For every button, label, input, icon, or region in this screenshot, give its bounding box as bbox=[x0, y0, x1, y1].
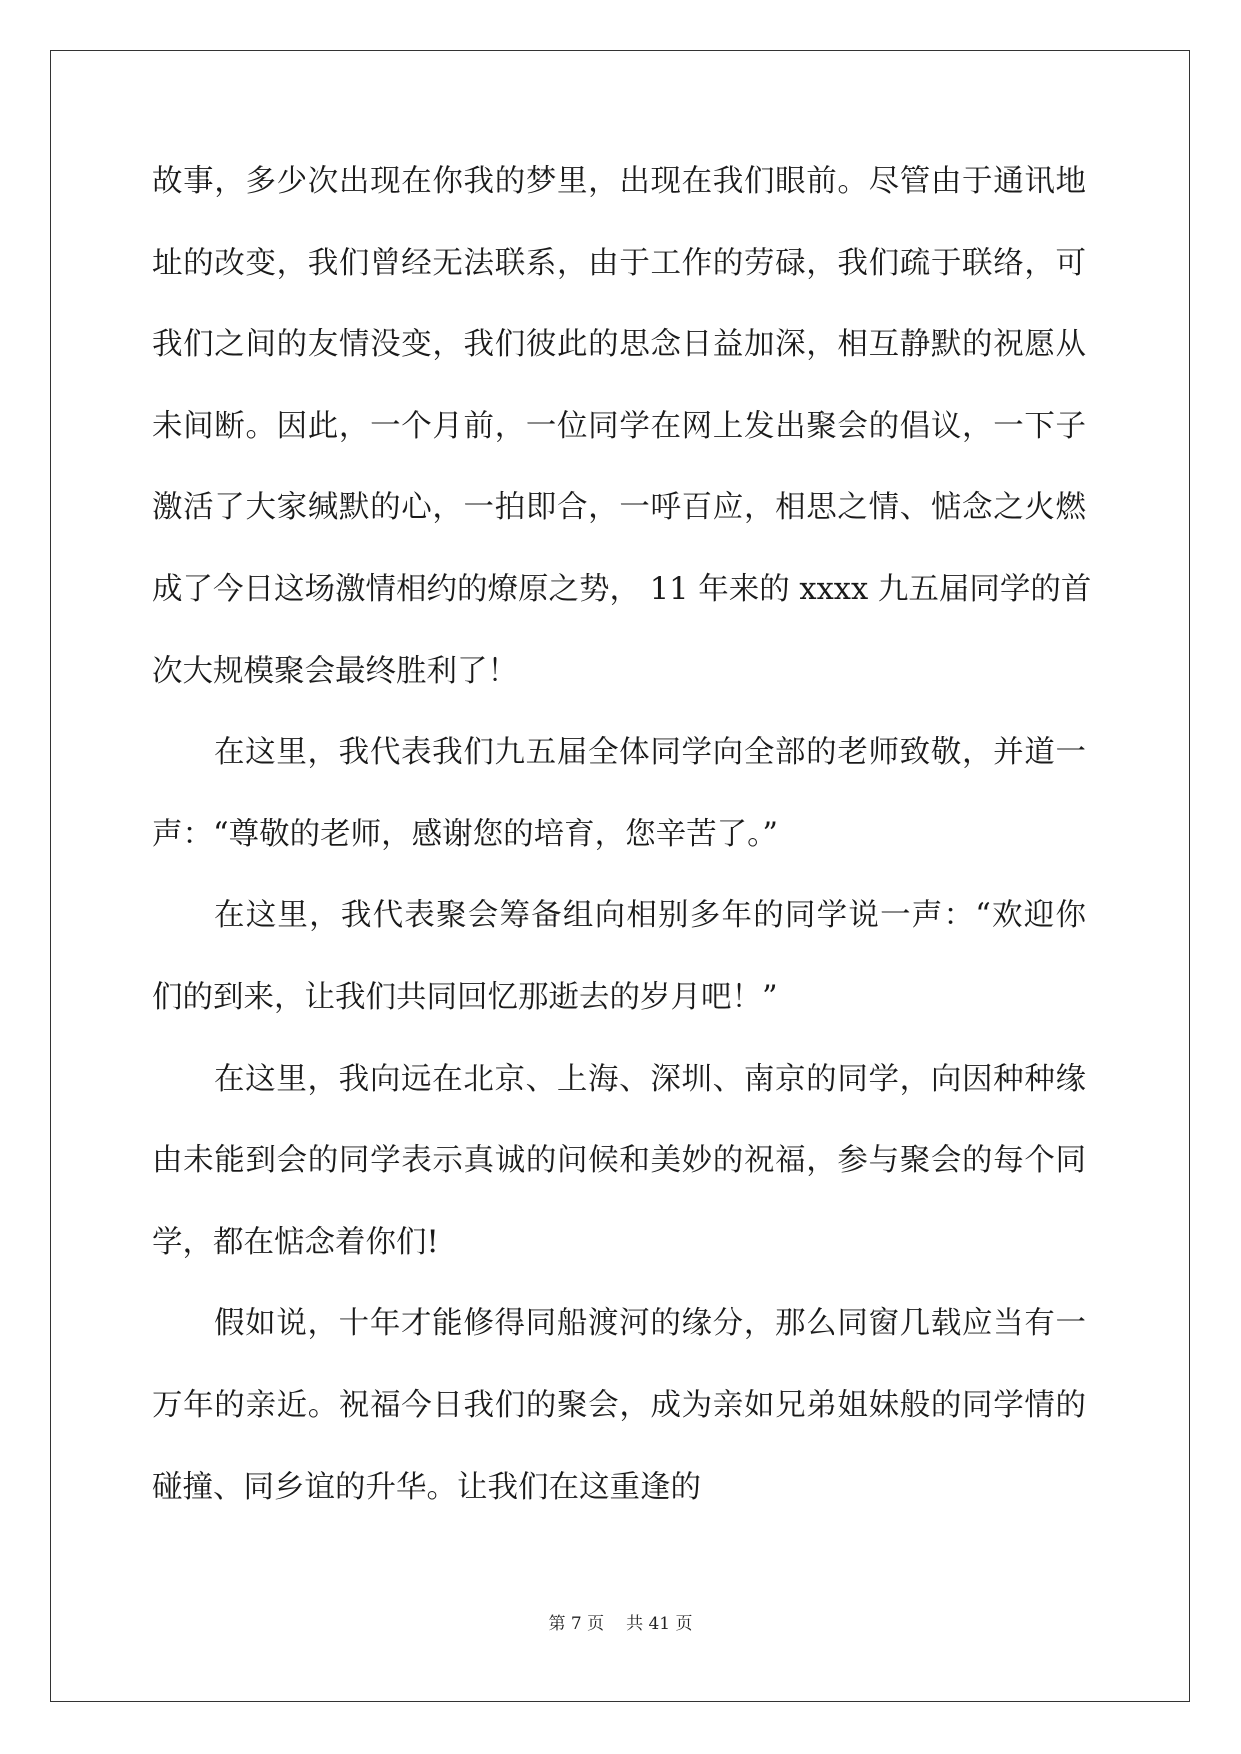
page-number: 第 7 页 bbox=[548, 1614, 605, 1634]
text-line: 们的到来，让我们共同回忆那逝去的岁月吧！” bbox=[152, 979, 778, 1015]
page-total: 共 41 页 bbox=[626, 1614, 693, 1634]
text-line: 由未能到会的同学表示真诚的问候和美妙的祝福，参与聚会的每个同 bbox=[152, 1143, 1086, 1179]
text-line: 学，都在惦念着你们! bbox=[152, 1224, 439, 1260]
text-line: 碰撞、同乡谊的升华。让我们在这重逢的 bbox=[152, 1469, 701, 1505]
text-line: 激活了大家缄默的心，一拍即合，一呼百应，相思之情、惦念之火燃 bbox=[152, 490, 1086, 526]
page-footer bbox=[0, 1612, 1241, 1636]
paragraph-first-line: 在这里，我向远在北京、上海、深圳、南京的同学，向因种种缘 bbox=[214, 1061, 1086, 1097]
text-line: 成了今日这场激情相约的燎原之势， 11 年来的 xxxx 九五届同学的首 bbox=[152, 571, 1092, 607]
text-line: 故事，多少次出现在你我的梦里，出现在我们眼前。尽管由于通讯地 bbox=[152, 164, 1086, 199]
text-line: 址的改变，我们曾经无法联系，由于工作的劳碌，我们疏于联络，可 bbox=[152, 245, 1086, 281]
text-line: 次大规模聚会最终胜利了！ bbox=[152, 653, 518, 689]
text-line: 我们之间的友情没变，我们彼此的思念日益加深，相互静默的祝愿从 bbox=[152, 327, 1086, 363]
text-line: 未间断。因此，一个月前，一位同学在网上发出聚会的倡议，一下子 bbox=[152, 408, 1086, 444]
document-body bbox=[152, 152, 1092, 1539]
text-line: 声：“尊敬的老师，感谢您的培育，您辛苦了。” bbox=[152, 816, 778, 852]
text-line: 万年的亲近。祝福今日我们的聚会，成为亲如兄弟姐妹般的同学情的 bbox=[152, 1387, 1086, 1423]
paragraph-first-line: 在这里，我代表我们九五届全体同学向全部的老师致敬，并道一 bbox=[214, 735, 1086, 771]
paragraph-first-line: 在这里，我代表聚会筹备组向相别多年的同学说一声：“欢迎你 bbox=[214, 898, 1086, 934]
paragraph-first-line: 假如说，十年才能修得同船渡河的缘分，那么同窗几载应当有一 bbox=[214, 1306, 1086, 1342]
